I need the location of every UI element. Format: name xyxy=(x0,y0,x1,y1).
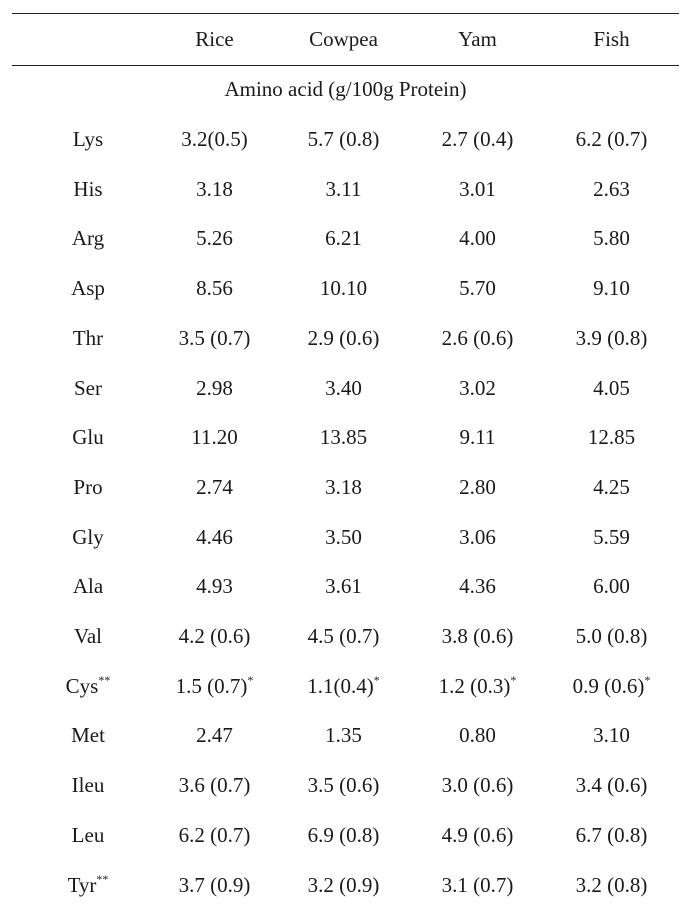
table-row xyxy=(0,324,691,352)
table-cell xyxy=(550,771,673,799)
table-cell xyxy=(416,672,539,700)
row-label xyxy=(36,324,140,352)
table-cell xyxy=(157,523,272,551)
table-cell xyxy=(550,523,673,551)
table-row xyxy=(0,721,691,749)
table-cell xyxy=(157,324,272,352)
row-label-text: Gly xyxy=(72,525,104,549)
table-row xyxy=(0,572,691,600)
table-cell xyxy=(283,871,404,899)
cell-value: 13.85 xyxy=(319,425,368,449)
row-label-text: Arg xyxy=(71,226,105,250)
cell-value: 1.5 (0.7) xyxy=(175,674,248,698)
table-cell xyxy=(550,721,673,749)
table-row xyxy=(0,224,691,252)
table-cell xyxy=(283,771,404,799)
cell-value: 5.26 xyxy=(196,226,233,250)
table-top-rule xyxy=(12,13,679,14)
row-label xyxy=(36,423,140,451)
cell-value: 4.05 xyxy=(593,376,630,400)
table-cell xyxy=(157,721,272,749)
table-cell xyxy=(416,324,539,352)
table-cell xyxy=(550,125,673,153)
table-cell xyxy=(416,224,539,252)
table-cell xyxy=(157,224,272,252)
section-label: Amino acid (g/100g Protein) xyxy=(224,77,467,101)
cell-value: 5.0 (0.8) xyxy=(575,624,648,648)
table-row xyxy=(0,871,691,899)
table-cell xyxy=(416,125,539,153)
table-cell xyxy=(416,374,539,402)
table-row xyxy=(0,672,691,700)
table-cell xyxy=(157,423,272,451)
row-label-text: Met xyxy=(71,723,105,747)
row-label-text: Tyr xyxy=(67,873,97,897)
row-label xyxy=(36,125,140,153)
row-label xyxy=(36,224,140,252)
row-label xyxy=(36,473,140,501)
table-cell xyxy=(283,572,404,600)
cell-value: 6.2 (0.7) xyxy=(178,823,251,847)
table-cell xyxy=(283,523,404,551)
cell-value: 3.02 xyxy=(459,376,496,400)
row-label-footnote-mark: ** xyxy=(98,673,111,687)
cell-footnote-mark: * xyxy=(644,673,651,687)
table-cell xyxy=(416,771,539,799)
row-label xyxy=(36,771,140,799)
cell-value: 11.20 xyxy=(191,425,238,449)
cell-value: 9.10 xyxy=(593,276,630,300)
table-cell xyxy=(283,125,404,153)
row-label-text: Ala xyxy=(72,574,104,598)
table-cell xyxy=(157,374,272,402)
cell-value: 2.47 xyxy=(196,723,233,747)
row-label xyxy=(36,871,140,899)
cell-value: 2.80 xyxy=(459,475,496,499)
cell-value: 3.10 xyxy=(593,723,630,747)
cell-value: 3.6 (0.7) xyxy=(178,773,251,797)
cell-value: 5.59 xyxy=(593,525,630,549)
cell-value: 6.00 xyxy=(593,574,630,598)
cell-value: 4.00 xyxy=(459,226,496,250)
row-label xyxy=(36,622,140,650)
table-row xyxy=(0,473,691,501)
header-bottom-rule xyxy=(12,65,679,66)
table-cell xyxy=(550,423,673,451)
cell-value: 4.5 (0.7) xyxy=(307,624,380,648)
cell-value: 10.10 xyxy=(319,276,368,300)
cell-footnote-mark: * xyxy=(247,673,254,687)
cell-value: 2.63 xyxy=(593,177,630,201)
row-label xyxy=(36,175,140,203)
cell-footnote-mark: * xyxy=(510,673,517,687)
table-cell xyxy=(550,821,673,849)
cell-value: 3.8 (0.6) xyxy=(441,624,514,648)
cell-value: 4.46 xyxy=(196,525,233,549)
cell-value: 8.56 xyxy=(196,276,233,300)
cell-value: 3.4 (0.6) xyxy=(575,773,648,797)
cell-value: 6.2 (0.7) xyxy=(575,127,648,151)
table-cell xyxy=(283,622,404,650)
table-cell xyxy=(550,175,673,203)
table-cell xyxy=(283,374,404,402)
cell-value: 3.18 xyxy=(196,177,233,201)
cell-value: 3.61 xyxy=(325,574,362,598)
table-cell xyxy=(283,175,404,203)
cell-value: 1.35 xyxy=(325,723,362,747)
table-cell xyxy=(416,871,539,899)
cell-value: 12.85 xyxy=(587,425,636,449)
row-label-text: Cys xyxy=(65,674,99,698)
row-label-text: Ser xyxy=(74,376,102,400)
cell-value: 6.21 xyxy=(325,226,362,250)
table-cell xyxy=(283,423,404,451)
cell-value: 4.36 xyxy=(459,574,496,598)
table-cell xyxy=(550,672,673,700)
table-cell xyxy=(550,572,673,600)
row-label xyxy=(36,672,140,700)
table-cell xyxy=(157,672,272,700)
table-cell xyxy=(416,821,539,849)
cell-value: 3.50 xyxy=(325,525,362,549)
row-label xyxy=(36,274,140,302)
row-label xyxy=(36,523,140,551)
cell-value: 2.98 xyxy=(196,376,233,400)
table-cell xyxy=(157,871,272,899)
row-label xyxy=(36,821,140,849)
column-header-yam: Yam xyxy=(458,27,497,51)
table-row xyxy=(0,125,691,153)
cell-value: 3.2 (0.9) xyxy=(307,873,380,897)
cell-value: 1.2 (0.3) xyxy=(438,674,511,698)
table-cell xyxy=(157,125,272,153)
table-cell xyxy=(416,423,539,451)
cell-value: 2.9 (0.6) xyxy=(307,326,380,350)
cell-value: 6.9 (0.8) xyxy=(307,823,380,847)
table-cell xyxy=(416,175,539,203)
row-label-text: Lys xyxy=(72,127,104,151)
row-label-text: Thr xyxy=(72,326,104,350)
table-cell xyxy=(157,622,272,650)
row-label-text: Leu xyxy=(71,823,105,847)
cell-value: 4.9 (0.6) xyxy=(441,823,514,847)
cell-value: 3.06 xyxy=(459,525,496,549)
table-cell xyxy=(283,224,404,252)
table-row xyxy=(0,622,691,650)
table-cell xyxy=(416,622,539,650)
cell-value: 5.7 (0.8) xyxy=(307,127,380,151)
table-cell xyxy=(416,473,539,501)
table-cell xyxy=(550,473,673,501)
table-row xyxy=(0,771,691,799)
cell-value: 3.7 (0.9) xyxy=(178,873,251,897)
table-cell xyxy=(283,324,404,352)
table-cell xyxy=(157,771,272,799)
table-cell xyxy=(550,871,673,899)
table-cell xyxy=(157,821,272,849)
table-row xyxy=(0,423,691,451)
table-row xyxy=(0,523,691,551)
row-label-text: Pro xyxy=(73,475,103,499)
table-cell xyxy=(283,274,404,302)
table-cell xyxy=(157,274,272,302)
row-label-text: Val xyxy=(74,624,102,648)
cell-value: 0.80 xyxy=(459,723,496,747)
row-label xyxy=(36,374,140,402)
cell-value: 2.7 (0.4) xyxy=(441,127,514,151)
column-header-cowpea: Cowpea xyxy=(309,27,378,51)
table-cell xyxy=(550,224,673,252)
row-label-text: Ileu xyxy=(71,773,105,797)
table-cell xyxy=(550,374,673,402)
column-header-fish: Fish xyxy=(593,27,630,51)
table-cell xyxy=(416,572,539,600)
cell-value: 3.40 xyxy=(325,376,362,400)
cell-value: 6.7 (0.8) xyxy=(575,823,648,847)
table-cell xyxy=(550,274,673,302)
cell-value: 2.6 (0.6) xyxy=(441,326,514,350)
table-row xyxy=(0,821,691,849)
cell-value: 4.25 xyxy=(593,475,630,499)
cell-value: 5.70 xyxy=(459,276,496,300)
table-cell xyxy=(157,175,272,203)
row-label xyxy=(36,721,140,749)
cell-value: 2.74 xyxy=(196,475,233,499)
column-header-rice: Rice xyxy=(195,27,234,51)
cell-value: 3.01 xyxy=(459,177,496,201)
cell-value: 3.18 xyxy=(325,475,362,499)
table-cell xyxy=(550,622,673,650)
table-cell xyxy=(550,324,673,352)
table-row xyxy=(0,274,691,302)
cell-value: 4.2 (0.6) xyxy=(178,624,251,648)
cell-value: 3.0 (0.6) xyxy=(441,773,514,797)
cell-value: 0.9 (0.6) xyxy=(572,674,645,698)
table-cell xyxy=(416,523,539,551)
row-label-text: Asp xyxy=(71,276,105,300)
table-cell xyxy=(283,821,404,849)
row-label-footnote-mark: ** xyxy=(96,872,109,886)
table-cell xyxy=(416,721,539,749)
table-cell xyxy=(157,473,272,501)
row-label-text: His xyxy=(73,177,103,201)
cell-value: 1.1(0.4) xyxy=(307,674,374,698)
table-cell xyxy=(157,572,272,600)
table-cell xyxy=(283,721,404,749)
cell-value: 3.5 (0.7) xyxy=(178,326,251,350)
cell-value: 3.1 (0.7) xyxy=(441,873,514,897)
cell-value: 4.93 xyxy=(196,574,233,598)
row-label xyxy=(36,572,140,600)
cell-value: 3.11 xyxy=(325,177,362,201)
row-label-text: Glu xyxy=(72,425,104,449)
cell-value: 5.80 xyxy=(593,226,630,250)
cell-value: 3.2(0.5) xyxy=(181,127,248,151)
table-cell xyxy=(283,473,404,501)
table-row xyxy=(0,175,691,203)
cell-value: 9.11 xyxy=(459,425,496,449)
cell-value: 3.9 (0.8) xyxy=(575,326,648,350)
table-row xyxy=(0,374,691,402)
table-cell xyxy=(283,672,404,700)
cell-footnote-mark: * xyxy=(373,673,380,687)
cell-value: 3.2 (0.8) xyxy=(575,873,648,897)
cell-value: 3.5 (0.6) xyxy=(307,773,380,797)
table-cell xyxy=(416,274,539,302)
